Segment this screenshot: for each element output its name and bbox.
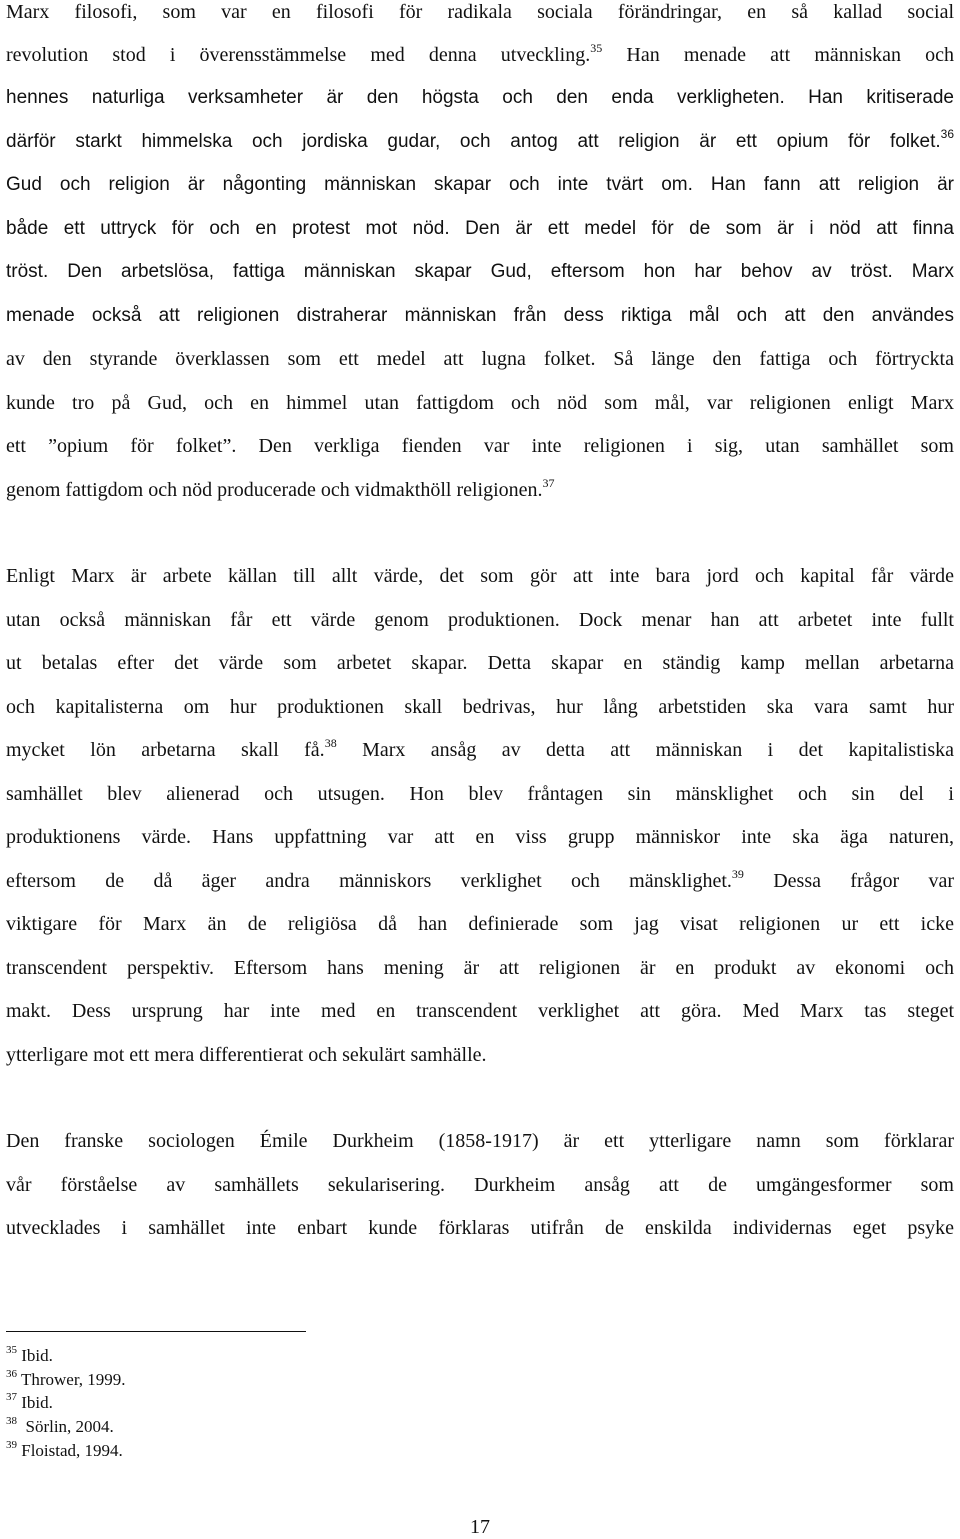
text-line: utvecklades i samhället inte enbart kunde förklaras utifrån de enskilda individernas eget psyke: [6, 1217, 954, 1239]
footnote-text: Thrower, 1999.: [20, 1370, 126, 1389]
text-line: [6, 43, 954, 67]
text-line: samhället blev alienerad och utsugen. Hon blev fråntagen sin mänsklighet och sin del i: [6, 783, 954, 805]
footnote-ref[interactable]: 35: [590, 41, 603, 55]
text-span: Marx ansåg av detta att människan i det kapitalistiska: [336, 739, 954, 761]
text-line: transcendent perspektiv. Eftersom hans mening är att religionen är en produkt av ekonomi och: [6, 957, 954, 979]
footnote: [6, 1393, 53, 1413]
text-span: genom fattigdom och nöd producerade och vidmakthöll religionen.: [6, 479, 543, 501]
footnote-text: Ibid.: [21, 1346, 53, 1365]
text-line: Marx filosofi, som var en filosofi för radikala sociala förändringar, en så kallad social: [6, 1, 954, 23]
text-line: av den styrande överklassen som ett medel att lugna folket. Så länge den fattiga och förtryckta: [6, 348, 954, 370]
text-line: Enligt Marx är arbete källan till allt värde, det som gör att inte bara jord och kapital får värde: [6, 565, 954, 587]
text-line: ett ”opium för folket”. Den verkliga fienden var inte religionen i sig, utan samhället som: [6, 435, 954, 457]
text-line: viktigare för Marx än de religiösa då han definierade som jag visat religionen ur ett icke: [6, 913, 954, 935]
footnote: [6, 1441, 123, 1461]
text-line: hennes naturliga verksamheter är den högsta och den enda verkligheten. Han kritiserade: [6, 87, 954, 108]
text-line: vår förståelse av samhällets sekularisering. Durkheim ansåg att de umgängesformer som: [6, 1174, 954, 1196]
text-line: både ett uttryck för och en protest mot nöd. Den är ett medel för de som är i nöd att finna: [6, 218, 954, 239]
footnote-number: 39: [6, 1439, 17, 1451]
text-span: eftersom de då äger andra människors verklighet och mänsklighet.: [6, 870, 732, 892]
text-line: Den franske sociologen Émile Durkheim (1858-1917) är ett ytterligare namn som förklarar: [6, 1130, 954, 1152]
footnote: [6, 1346, 53, 1366]
footnote-ref[interactable]: 38: [324, 736, 337, 750]
text-line: [6, 738, 954, 762]
text-line: tröst. Den arbetslösa, fattiga människan skapar Gud, eftersom hon har behov av tröst. Marx: [6, 261, 954, 282]
text-span: Han menade att människan och: [602, 44, 954, 66]
text-line: menade också att religionen distraherar människan från dess riktiga mål och att den användes: [6, 305, 954, 326]
page-number: 17: [470, 1516, 490, 1538]
footnote-number: 36: [6, 1368, 17, 1380]
text-line: [6, 127, 954, 154]
text-line: Gud och religion är någonting människan skapar och inte tvärt om. Han fann att religion är: [6, 174, 954, 195]
text-line: ytterligare mot ett mera differentierat och sekulärt samhälle.: [6, 1044, 487, 1066]
text-span: mycket lön arbetarna skall få.: [6, 739, 325, 761]
text-line: makt. Dess ursprung har inte med en transcendent verklighet att göra. Med Marx tas steget: [6, 1000, 954, 1022]
footnote-number: 38: [6, 1415, 17, 1427]
text-span: Dessa frågor var: [743, 870, 954, 892]
text-span: därför starkt himmelska och jordiska gudar, och antog att religion är ett opium för folket.: [6, 131, 941, 152]
text-line: ut betalas efter det värde som arbetet skapar. Detta skapar en ständig kamp mellan arbetarna: [6, 652, 954, 674]
text-line: och kapitalisterna om hur produktionen skall bedrivas, hur lång arbetstiden ska vara samt hur: [6, 696, 954, 718]
footnote-ref[interactable]: 39: [731, 867, 744, 881]
text-span: revolution stod i överensstämmelse med denna utveckling.: [6, 44, 591, 66]
text-line: [6, 869, 954, 893]
text-line: utan också människan får ett värde genom produktionen. Dock menar han att arbetet inte fullt: [6, 609, 954, 631]
footnote-number: 37: [6, 1391, 17, 1403]
text-line: produktionens värde. Hans uppfattning var att en viss grupp människor inte ska äga naturen,: [6, 826, 954, 848]
footnote-ref[interactable]: 37: [542, 476, 555, 490]
footnote-ref[interactable]: 36: [940, 127, 954, 141]
footnote-text: Ibid.: [21, 1393, 53, 1412]
text-line: kunde tro på Gud, och en himmel utan fattigdom och nöd som mål, var religionen enligt Marx: [6, 392, 954, 414]
footnote-number: 35: [6, 1344, 17, 1356]
footnote-separator: [6, 1331, 306, 1332]
footnote-text: Floistad, 1994.: [21, 1441, 123, 1460]
text-line: [6, 478, 954, 502]
footnote: [6, 1370, 126, 1390]
footnote: [6, 1417, 114, 1437]
footnote-text: Sörlin, 2004.: [21, 1417, 114, 1436]
